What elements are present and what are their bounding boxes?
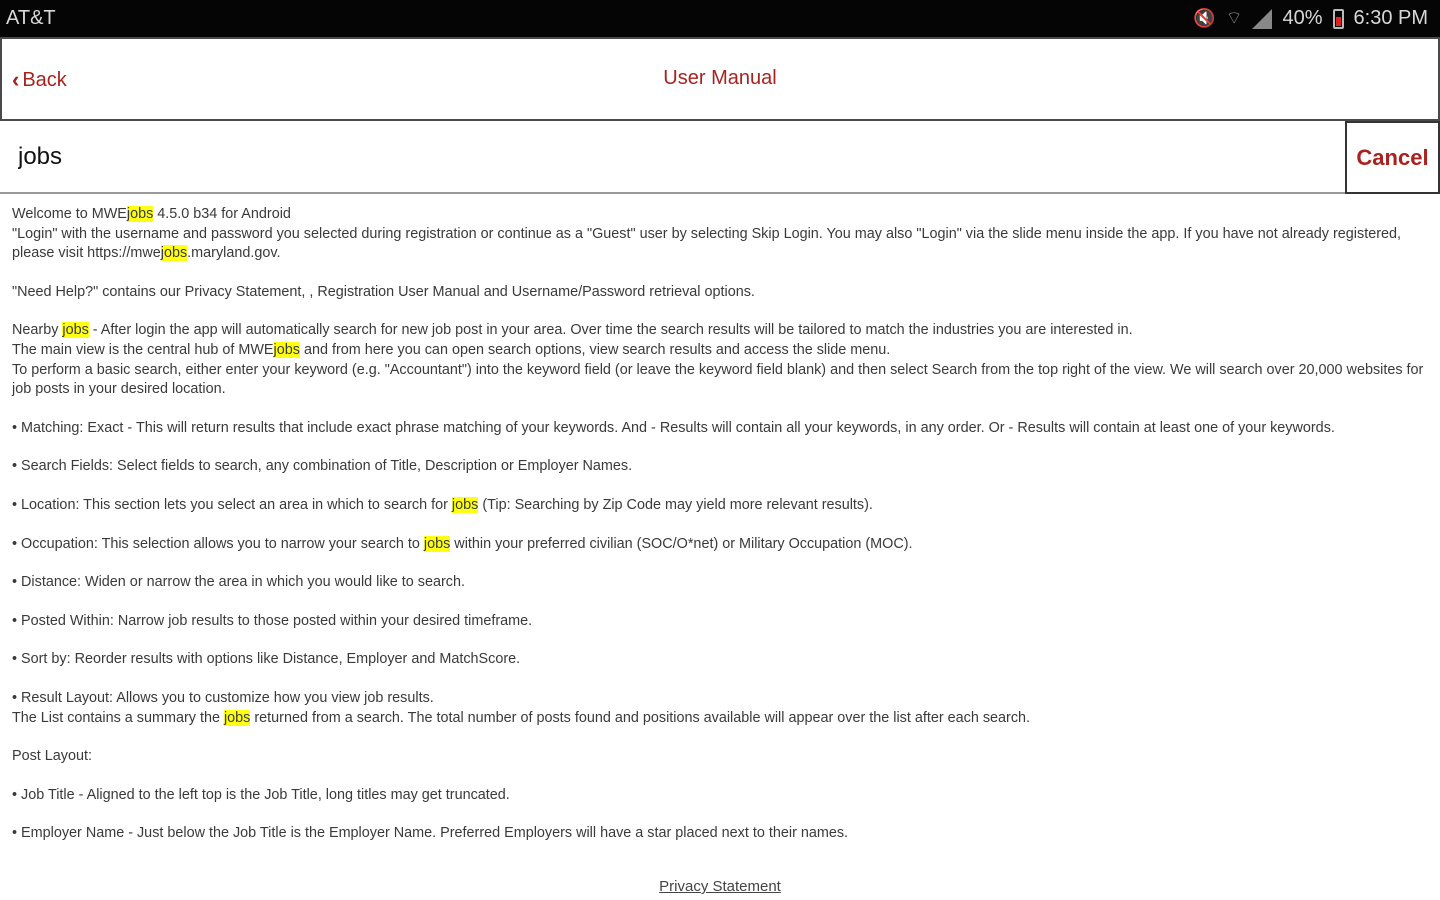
search-highlight: jobs <box>126 206 154 222</box>
status-icons <box>1193 7 1428 30</box>
search-highlight: jobs <box>451 496 479 513</box>
paragraph-sort-by: • Sort by: Reorder results with options like Distance, Employer and MatchScore. <box>12 651 521 668</box>
nav-header <box>0 37 1440 121</box>
paragraph-posted-within: • Posted Within: Narrow job results to those posted within your desired timeframe. <box>12 612 533 629</box>
clock: 6:30 PM <box>1353 7 1428 29</box>
battery-icon <box>1333 9 1344 29</box>
cancel-button[interactable]: Cancel <box>1345 121 1440 194</box>
privacy-statement-link[interactable]: Privacy Statement <box>659 878 781 895</box>
paragraph-matching: • Matching: Exact - This will return results that include exact phrase matching of your keywords. And - Results will contain all your keywords, in any order. Or - Results will contain at least one of your keywords. <box>12 419 1335 436</box>
search-highlight: jobs <box>62 322 89 339</box>
paragraph-job-title: • Job Title - Aligned to the left top is the Job Title, long titles may get truncated. <box>12 786 510 803</box>
manual-content <box>12 205 1432 877</box>
search-input[interactable] <box>0 121 1345 192</box>
back-label: Back <box>22 68 67 91</box>
paragraph-result-layout: • Result Layout: Allows you to customize how you view job results. The List contains a summary the jobs returned from a search. The total number of posts found and positions available will appear over the list after each search. <box>12 689 1031 726</box>
paragraph-need-help: "Need Help?" contains our Privacy Statement, , Registration User Manual and Username/Password retrieval options. <box>12 283 755 300</box>
paragraph-nearby-jobs: Nearby jobs - After login the app will automatically search for new job post in your area. Over time the search results will be tailored to match the industries you are interested in. The main view is the central hub of MWEjobs and from here you can open search options, view search results and access the slide menu. To perform a basic search, either enter your keyword (e.g. "Accountant") into the keyword field (or leave the keyword field blank) and then select Search from the top right of the view. We will search over 20,000 websites for job posts in your desired location. <box>12 322 1424 398</box>
search-highlight: jobs <box>160 245 188 262</box>
status-bar <box>0 0 1440 37</box>
search-highlight: jobs <box>223 709 251 726</box>
paragraph-search-fields: • Search Fields: Select fields to search, any combination of Title, Description or Employer Names. <box>12 458 633 475</box>
wifi-icon: ⌔ <box>1225 8 1243 28</box>
signal-icon <box>1252 9 1272 29</box>
paragraph-occupation: • Occupation: This selection allows you to narrow your search to jobs within your preferred civilian (SOC/O*net) or Military Occupation (MOC). <box>12 535 913 552</box>
mute-icon: 🔇 <box>1193 8 1216 28</box>
search-highlight: jobs <box>423 535 451 552</box>
paragraph-post-layout: Post Layout: <box>12 748 92 765</box>
paragraph-location: • Location: This section lets you select an area in which to search for jobs (Tip: Searching by Zip Code may yield more relevant results). <box>12 496 873 513</box>
chevron-left-icon: ‹ <box>12 67 20 92</box>
carrier-label: AT&T <box>6 7 56 29</box>
paragraph-distance: • Distance: Widen or narrow the area in which you would like to search. <box>12 574 465 591</box>
paragraph-welcome: Welcome to MWEjobs 4.5.0 b34 for Android "Login" with the username and password you selected during registration or continue as a "Guest" user by selecting Skip Login. You may also "Login" via the slide menu inside the app. If you have not already registered, please visit https://mwejobs.maryland.gov. <box>12 206 1401 262</box>
search-row <box>0 121 1440 194</box>
paragraph-employer-name: • Employer Name - Just below the Job Title is the Employer Name. Preferred Employers will have a star placed next to their names. <box>12 825 849 842</box>
page-title: User Manual <box>663 67 777 89</box>
search-highlight: jobs <box>273 341 300 358</box>
battery-percent: 40% <box>1282 7 1323 29</box>
